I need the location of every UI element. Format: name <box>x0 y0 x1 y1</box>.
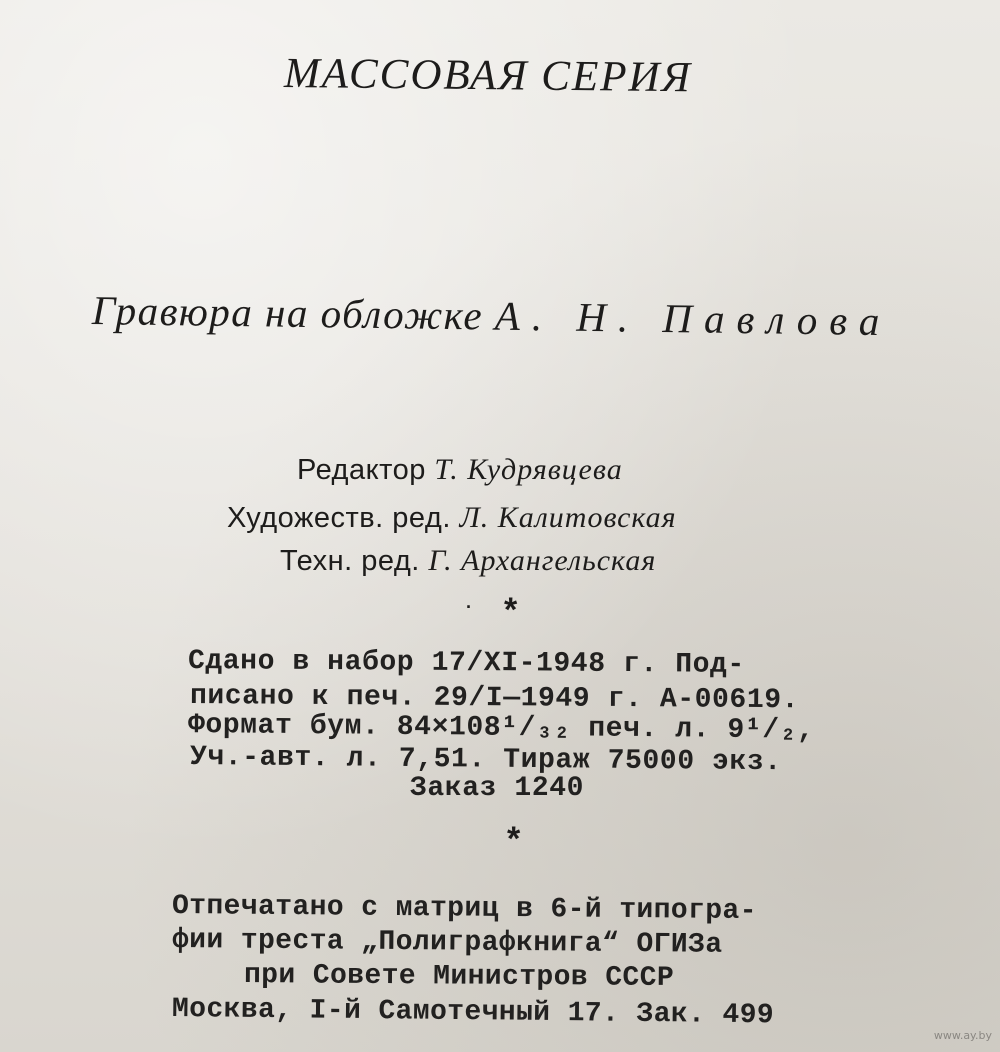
separator-asterisk-top <box>466 593 517 627</box>
art-editor-credit <box>227 503 677 533</box>
art-editor-name: Л. Калитовская <box>459 501 677 534</box>
printing-line: Отпечатано с матриц в 6-й типогра- <box>171 891 758 928</box>
tech-editor-credit <box>280 546 656 576</box>
site-watermark: www.ay.by <box>933 1029 992 1042</box>
editor-credit <box>297 455 623 485</box>
publication-line: Формат бум. 84×108¹/₃₂ печ. л. 9¹/₂, <box>187 710 815 747</box>
cover-credit-label: Гравюра на обложке <box>91 287 496 339</box>
tech-editor-role: Техн. ред. <box>280 545 429 577</box>
tech-editor-name: Г. Архангельская <box>428 544 657 577</box>
series-title: МАССОВАЯ СЕРИЯ <box>283 50 693 102</box>
editor-role: Редактор <box>297 454 435 486</box>
separator-dot: · <box>466 597 472 617</box>
printing-line: при Совете Министров СССР <box>243 960 675 995</box>
publication-line: Уч.-авт. л. 7,51. Тираж 75000 экз. <box>189 742 782 779</box>
asterisk-glyph: * <box>504 591 518 629</box>
cover-engraving-credit <box>91 287 892 345</box>
printing-line: фии треста „Полиграфкнига“ ОГИЗа <box>171 925 723 961</box>
printing-line: Москва, I-й Самотечный 17. Зак. 499 <box>171 994 775 1032</box>
publication-line: Сдано в набор 17/XI-1948 г. Под- <box>187 646 745 681</box>
editor-name: Т. Кудрявцева <box>434 453 623 486</box>
cover-artist-name: А. Н. Павлова <box>494 292 892 345</box>
publication-line: писано к печ. 29/I—1949 г. А-00619. <box>189 681 800 717</box>
art-editor-role: Художеств. ред. <box>227 502 460 534</box>
separator-asterisk-bottom: * <box>507 820 521 858</box>
order-number-line: Заказ 1240 <box>410 773 585 804</box>
